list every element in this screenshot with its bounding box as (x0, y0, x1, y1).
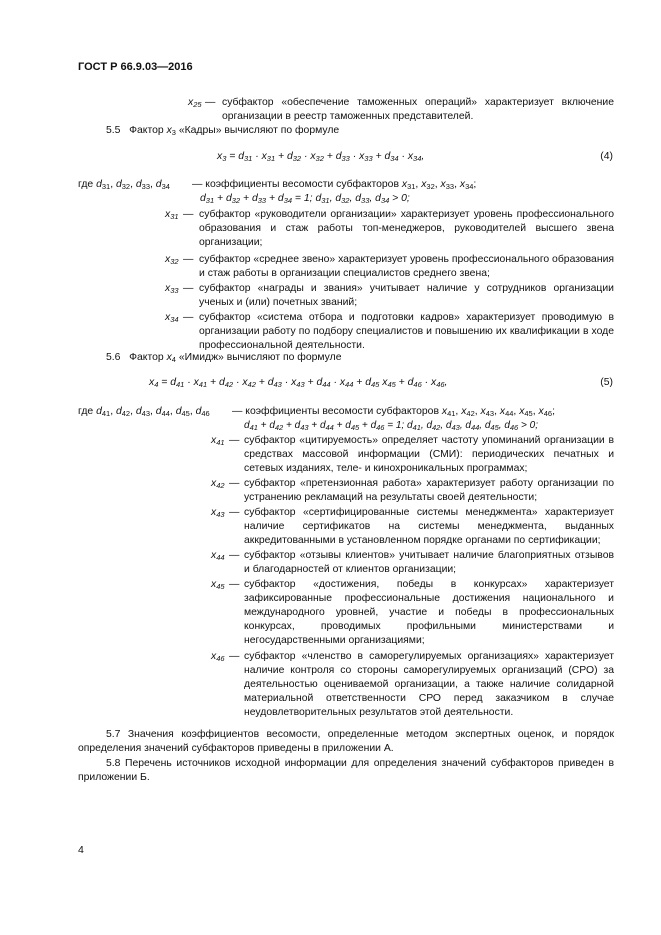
dash: — (229, 435, 240, 446)
dash: — (229, 579, 240, 590)
dash: — (229, 651, 240, 662)
document-header: ГОСТ Р 66.9.03—2016 (78, 61, 193, 73)
x45-definition: субфактор «достижения, победы в конкурсах» характеризует зафиксированные профессиональные достижения национального и международного уровней, участие и победы в профессиональных конкурсах, проводимых профильными министерствами и негосударственными организациями; (244, 579, 614, 646)
x42-symbol: $x_{42}$ (211, 478, 225, 490)
x44-symbol: $x_{44}$ (211, 550, 225, 562)
where-4-condition: $d_{31} + d_{32} + d_{33} + d_{34} = 1$; $d_{31}$, $d_{32}$, $d_{33}$, $d_{34} > 0$; (200, 193, 410, 205)
section-5-6 (106, 351, 606, 365)
x46-definition: субфактор «членство в саморегулируемых организациях» характеризует наличие контроля со стороны саморегулируемых организаций (СРО) за деятельностью оцениваемой организации, а также наличие солидарной материальной ответственности СРО перед заказчиком в случае неудовлетворительных результатов этой деятельности. (244, 651, 614, 718)
section-5-6-text: Фактор $x_4$ «Имидж» вычисляют по формуле (129, 352, 342, 364)
where-4-lead: где $d_{31}$, $d_{32}$, $d_{33}$, $d_{34}$ (78, 179, 170, 191)
x34-definition: субфактор «система отбора и подготовки кадров» характеризует проводимую в организации работу по подбору специалистов и повышению их квалификации в ходе профессиональной деятельности. (199, 312, 614, 351)
section-5-6-number: 5.6 (106, 352, 121, 363)
formula-5: $x_4 = d_{41} \cdot x_{41} + d_{42} \cdot x_{42} + d_{43} \cdot x_{43} + d_{44} \cdot x_{44} + d_{45}$ $x_{45} + d_{46} \cdot x_{46}$, (149, 377, 448, 389)
x25-symbol: $x_{25}$ (188, 97, 202, 109)
where-4-text: — коэффициенты весомости субфакторов $x_{31}$, $x_{32}$, $x_{33}$, $x_{34}$; (192, 179, 477, 191)
x25-definition: субфактор «обеспечение таможенных операций» характеризует включение организации в реестр таможенных представителей. (222, 97, 614, 122)
x42-definition: субфактор «претензионная работа» характеризует работу организации по устранению рекламаций на результаты своей деятельности; (244, 478, 614, 503)
x32-definition: субфактор «среднее звено» характеризует уровень профессионального образования и стаж работы в организации специалистов среднего звена; (199, 254, 615, 279)
dash: — (229, 550, 240, 561)
formula-4-number: (4) (600, 151, 613, 162)
x44-definition: субфактор «отзывы клиентов» учитывает наличие благоприятных отзывов и благодарностей от клиентов организации; (244, 550, 614, 575)
dash: — (183, 254, 194, 265)
x45-symbol: $x_{45}$ (211, 579, 225, 591)
x33-definition: субфактор «награды и звания» учитывает наличие у сотрудников организации ученых и (или) почетных званий; (199, 283, 614, 308)
section-5-8: 5.8 Перечень источников исходной информации для определения значений субфакторов приведен в приложении Б. (78, 758, 614, 783)
x31-definition: субфактор «руководители организации» характеризует уровень профессионального образования и стаж работы топ-менеджеров, руководителей высшего звена организации; (199, 209, 614, 248)
x32-symbol: $x_{32}$ (165, 254, 179, 266)
section-5-5 (106, 124, 606, 138)
x34-symbol: $x_{34}$ (165, 312, 179, 324)
dash: — (183, 283, 194, 294)
where-5-lead: где $d_{41}$, $d_{42}$, $d_{43}$, $d_{44}$, $d_{45}$, $d_{46}$ (78, 406, 210, 418)
x43-definition: субфактор «сертифицированные системы менеджмента» характеризует наличие сертификатов на системы менеджмента, выданных аккредитованными в установленном порядке органами по сертификации; (244, 507, 614, 546)
where-5-condition: $d_{41} + d_{42} + d_{43} + d_{44} + d_{45} + d_{46} = 1$; $d_{41}$, $d_{42}$, $d_{43}$, $d_{44}$, $d_{45}$, $d_{46} > 0$; (244, 420, 538, 432)
section-5-7: 5.7 Значения коэффициентов весомости, определенные методом экспертных оценок, и порядок определения значений субфакторов приведены в приложении А. (78, 729, 614, 754)
x41-symbol: $x_{41}$ (211, 435, 225, 447)
dash: — (229, 478, 240, 489)
section-5-5-text: Фактор $x_3$ «Кадры» вычисляют по формуле (129, 125, 340, 137)
where-5-definition: коэффициенты весомости субфакторов $x_{41}$, $x_{42}$, $x_{43}$, $x_{44}$, $x_{45}$, $x_{46}$; (245, 406, 555, 418)
dash: — (183, 312, 194, 323)
where-5-text: — коэффициенты весомости субфакторов $x_{41}$, $x_{42}$, $x_{43}$, $x_{44}$, $x_{45}$, $x_{46}$; (232, 406, 555, 418)
formula-5-number: (5) (600, 377, 613, 388)
page-number: 4 (78, 844, 84, 856)
section-5-5-number: 5.5 (106, 125, 121, 136)
x41-definition: субфактор «цитируемость» определяет частоту упоминаний организации в средствах массовой информации (СМИ): периодических печатных и сетевых изданиях, теле- и кинохроникальных программах; (244, 435, 614, 474)
x43-symbol: $x_{43}$ (211, 507, 225, 519)
x46-symbol: $x_{46}$ (211, 651, 225, 663)
x33-symbol: $x_{33}$ (165, 283, 179, 295)
dash: — (205, 97, 216, 108)
where-4-definition: коэффициенты весомости субфакторов $x_{31}$, $x_{32}$, $x_{33}$, $x_{34}$; (205, 179, 477, 191)
dash: — (229, 507, 240, 518)
x31-symbol: $x_{31}$ (165, 209, 179, 221)
formula-4: $x_3 = d_{31} \cdot x_{31} + d_{32} \cdot x_{32} + d_{33} \cdot x_{33} + d_{34} \cdot x_{34}$, (217, 151, 425, 163)
dash: — (183, 209, 194, 220)
